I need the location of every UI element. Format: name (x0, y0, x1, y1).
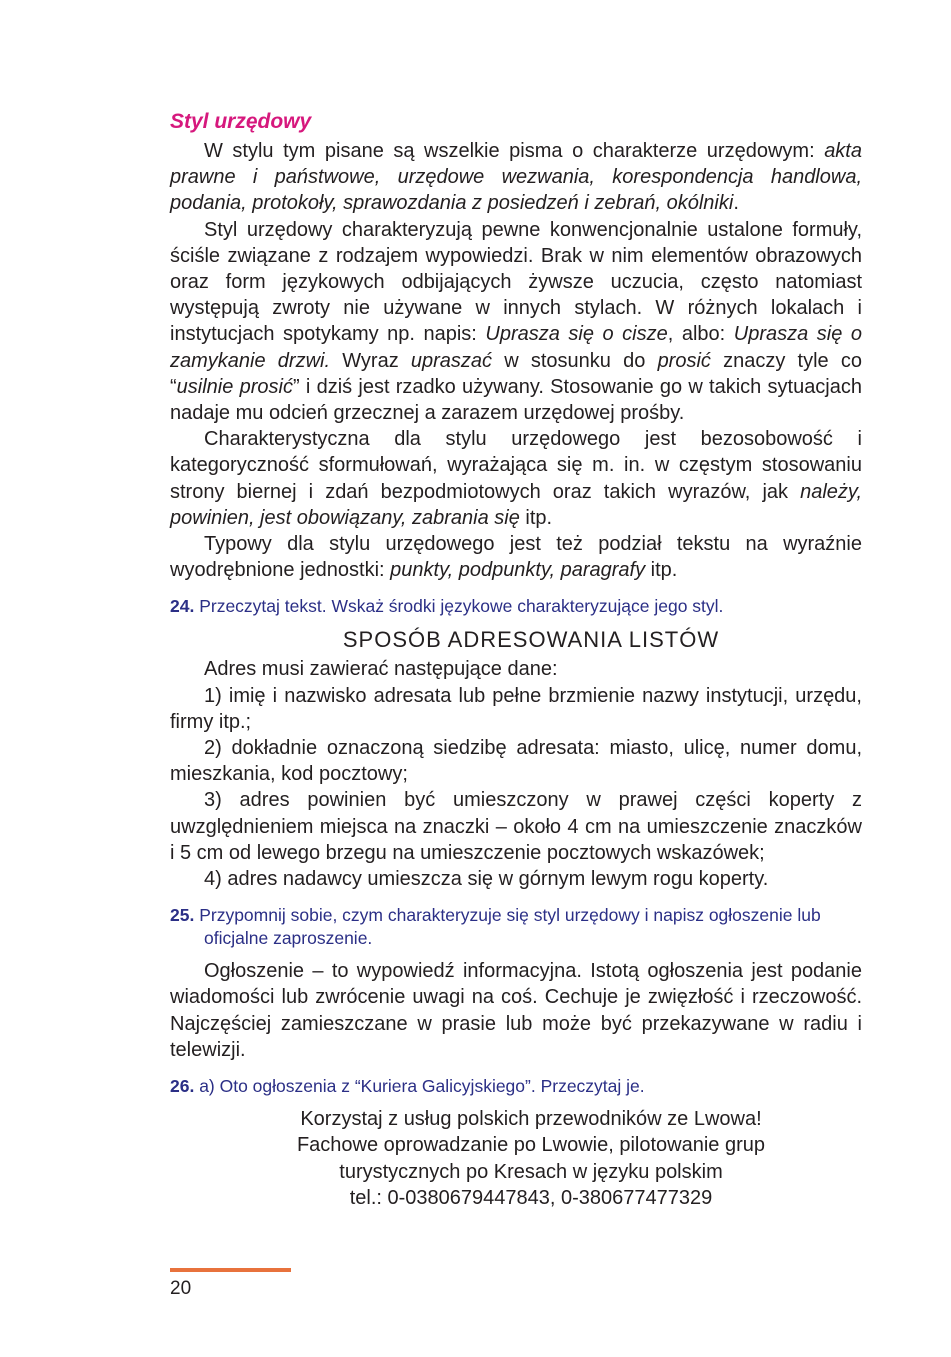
page-content (170, 108, 862, 1211)
list-item: 2) dokładnie oznaczoną siedzibę adresata: miasto, ulicę, numer domu, mieszkania, kod pocztowy; (170, 737, 862, 786)
exercise-text: Przypomnij sobie, czym charakteryzuje się styl urzędowy i napisz ogłoszenie lub oficjalne zaproszenie. (194, 905, 821, 949)
ad-line: turystycznych po Kresach w języku polskim (339, 1160, 723, 1183)
page-number: 20 (170, 1278, 192, 1299)
italic-text: należy, powinien, jest obowiązany, zabrania się (170, 480, 862, 529)
ad-line: tel.: 0-0380679447843, 0-380677477329 (349, 1186, 713, 1209)
text: Wyraz (330, 349, 411, 372)
italic-text: akta prawne i państwowe, urzędowe wezwania, korespondencja handlowa, podania, protokoły, sprawozdania z posiedzeń i zebrań, okólniki (170, 140, 862, 215)
text: itp. (645, 559, 678, 582)
italic-text: punkty, podpunkty, paragrafy (390, 559, 646, 582)
list-item: 3) adres powinien być umieszczony w prawej części koperty z uwzględnieniem miejsca na znaczki – około 4 cm na umieszczenie znaczków i 5 cm od lewego brzegu na umieszczenie pocztowych wskazówek; (170, 789, 862, 864)
text: znaczy tyle co “ (170, 349, 862, 398)
paragraph-4 (170, 531, 862, 583)
italic-text: usilnie prosić (176, 375, 293, 398)
footer-rule (170, 1268, 291, 1272)
text: ” i dziś jest rzadko używany. Stosowanie go w takich sytuacjach nadaje mu odcień grzecznej a zarazem urzędowej prośby. (170, 375, 863, 425)
announcement-definition: Ogłoszenie – to wypowiedź informacyjna. Istotą ogłoszenia jest podanie wiadomości lub zwrócenie uwagi na coś. Cechuje je zwięzłość i rzeczowość. Najczęściej zamieszczane w prasie lub może być przekazywane w radiu i telewizji. (170, 960, 862, 1061)
italic-text: prosić (657, 349, 711, 372)
announcement-ad (170, 1106, 862, 1211)
paragraph-3 (170, 426, 862, 531)
list-item: 4) adres nadawcy umieszcza się w górnym lewym rogu koperty. (204, 868, 769, 891)
exercise-text: Przeczytaj tekst. Wskaż środki językowe charakteryzujące jego styl. (194, 596, 724, 617)
exercise-number: 25. (170, 905, 195, 926)
exercise-25 (170, 904, 862, 950)
italic-text: Uprasza się o zamykanie drzwi. (170, 323, 862, 372)
text: . (733, 192, 739, 215)
letters-intro: Adres musi zawierać następujące dane: (204, 658, 558, 681)
exercise-text: a) Oto ogłoszenia z “Kuriera Galicyjskiego”. Przeczytaj je. (194, 1076, 645, 1097)
italic-text: Uprasza się o cisze (485, 323, 668, 346)
text: Styl urzędowy charakteryzują pewne konwencjonalnie ustalone formuły, ściśle związane z rodzajem wypowiedzi. Brak w nim elementów obrazowych oraz form językowych odbijających żywsze uczucia, często natomiast występują zwroty nie używane w innych stylach. W różnych lokalach i instytucjach spotykamy np. napis: (170, 218, 862, 346)
list-item: 1) imię i nazwisko adresata lub pełne brzmienie nazwy instytucji, urzędu, firmy itp.; (170, 684, 862, 733)
exercise-24 (170, 595, 862, 618)
exercise-number: 26. (170, 1076, 195, 1097)
letters-title: SPOSÓB ADRESOWANIA LISTÓW (342, 627, 720, 653)
section-heading: Styl urzędowy (170, 110, 312, 133)
italic-text: upraszać (410, 349, 493, 372)
text: Charakterystyczna dla stylu urzędowego jest bezosobowość i kategoryczność sformułowań, wyrażająca się m. in. w częstym stosowaniu strony biernej i zdań bezpodmiotowych oraz takich wyrazów, jak (170, 428, 862, 503)
text: w stosunku do (492, 349, 658, 372)
exercise-number: 24. (170, 596, 195, 617)
paragraph-2 (170, 217, 862, 427)
text: W stylu tym pisane są wszelkie pisma o charakterze urzędowym: (204, 140, 825, 162)
text: Typowy dla stylu urzędowego jest też podział tekstu na wyraźnie wyodrębnione jednostki: (170, 533, 862, 582)
ad-line: Korzystaj z usług polskich przewodników ze Lwowa! (300, 1108, 762, 1131)
exercise-26 (170, 1075, 862, 1098)
text: itp. (519, 506, 553, 529)
text: , albo: (667, 323, 734, 346)
paragraph-1 (170, 138, 862, 217)
ad-line: Fachowe oprowadzanie po Lwowie, pilotowanie grup (296, 1134, 766, 1157)
